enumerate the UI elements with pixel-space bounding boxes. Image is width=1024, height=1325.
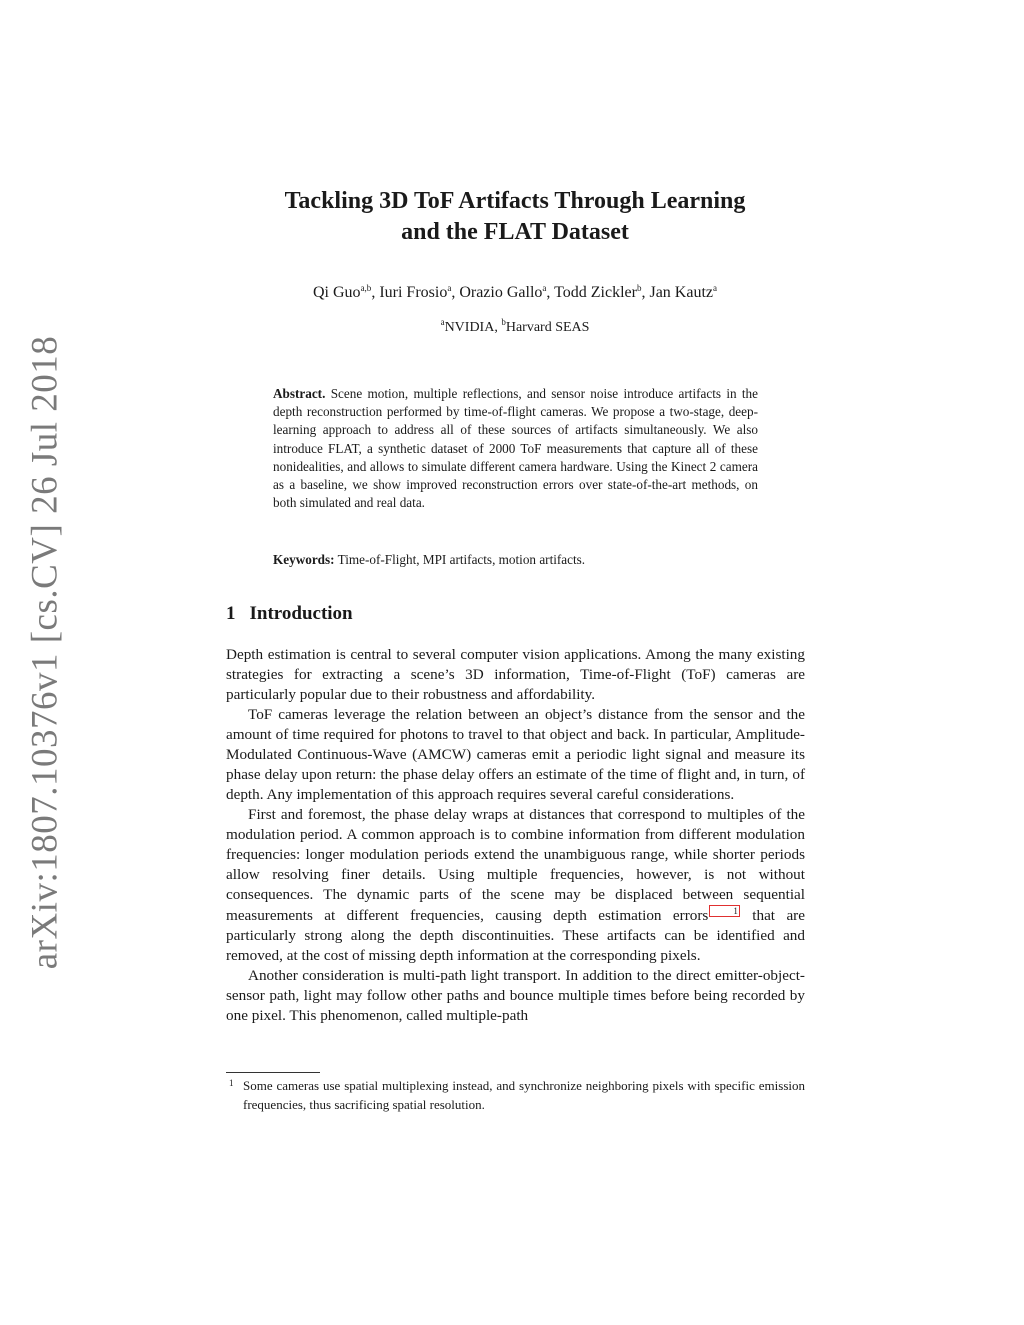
author: Iuri Frosio$^a$, — [379, 283, 460, 301]
author: Jan Kautz$^a$ — [649, 283, 717, 301]
footnote-mark: 1 — [229, 1078, 234, 1088]
affiliation: $^a$NVIDIA, — [440, 317, 502, 335]
footnote-ref-link[interactable]: 1 — [709, 905, 740, 917]
paragraph: ToF cameras leverage the relation between an object’s distance from the sensor and the amount of time required for photons to travel to that object and back. In particular, Amplitude-Modulated Continuous-Wave (AMCW) cameras emit a periodic light signal and measure its phase delay upon return: the phase delay offers an estimate of the time of flight and, in turn, of depth. Any implementation of this approach requires several careful considerations. — [226, 706, 805, 803]
section-title: Introduction — [249, 603, 353, 624]
keywords-text: Time-of-Flight, MPI artifacts, motion artifacts. — [337, 552, 586, 567]
body-text — [226, 645, 805, 1026]
footnote-rule — [226, 1072, 320, 1073]
footnote-text: Some cameras use spatial multiplexing instead, and synchronize neighboring pixels with specific emission frequencies, thus sacrificing spatial resolution. — [243, 1078, 805, 1112]
author: Qi Guo$^{a,b}$, — [313, 283, 380, 301]
abstract — [273, 385, 758, 512]
footnote — [226, 1076, 805, 1114]
arxiv-stamp — [22, 335, 68, 970]
paragraph: Depth estimation is central to several computer vision applications. Among the many existing strategies for extracting a scene’s 3D information, Time-of-Flight (ToF) cameras are particularly popular due to their robustness and affordability. — [226, 646, 805, 703]
title-line-2: and the FLAT Dataset — [401, 219, 629, 245]
paper-title — [150, 186, 880, 248]
section-number: 1 — [226, 603, 236, 624]
keywords — [273, 551, 758, 569]
affiliation: $^b$Harvard SEAS — [501, 317, 590, 335]
section-heading — [226, 602, 353, 626]
paragraph: Another consideration is multi-path light transport. In addition to the direct emitter-object-sensor path, light may follow other paths and bounce multiple times before being recorded by one pixel. This phenomenon, called multiple-path — [226, 967, 805, 1024]
author: Orazio Gallo$^a$, — [459, 283, 555, 301]
author-list — [150, 282, 880, 304]
abstract-label: Abstract. — [273, 386, 326, 401]
keywords-label: Keywords: — [273, 552, 335, 567]
affiliations — [150, 318, 880, 338]
author: Todd Zickler$^b$, — [554, 283, 650, 301]
paragraph: First and foremost, the phase delay wraps at distances that correspond to multiples of the modulation period. A common approach is to combine information from different modulation frequencies: longer modulation periods extend the unambiguous range, while shorter periods allow resolving finer details. Using multiple frequencies, however, is not without consequences. The dynamic parts of the scene may be displaced between sequential measurements at different frequencies, causing depth estimation errors 1 that are particularly strong along the depth discontinuities. These artifacts can be identified and removed, at the cost of missing depth information at the corresponding pixels. — [226, 806, 805, 964]
title-line-1: Tackling 3D ToF Artifacts Through Learning — [284, 188, 746, 214]
abstract-text: Scene motion, multiple reflections, and sensor noise introduce artifacts in the depth reconstruction performed by time-of-flight cameras. We propose a two-stage, deep-learning approach to address all of these sources of artifacts simultaneously. We also introduce FLAT, a synthetic dataset of 2000 ToF measurements that capture all of these nonidealities, and allows to simulate different camera hardware. Using the Kinect 2 camera as a baseline, we show improved reconstruction errors over state-of-the-art methods, on both simulated and real data. — [273, 386, 758, 511]
arxiv-id: arXiv:1807.10376v1 [cs.CV] 26 Jul 2018 — [24, 335, 66, 970]
